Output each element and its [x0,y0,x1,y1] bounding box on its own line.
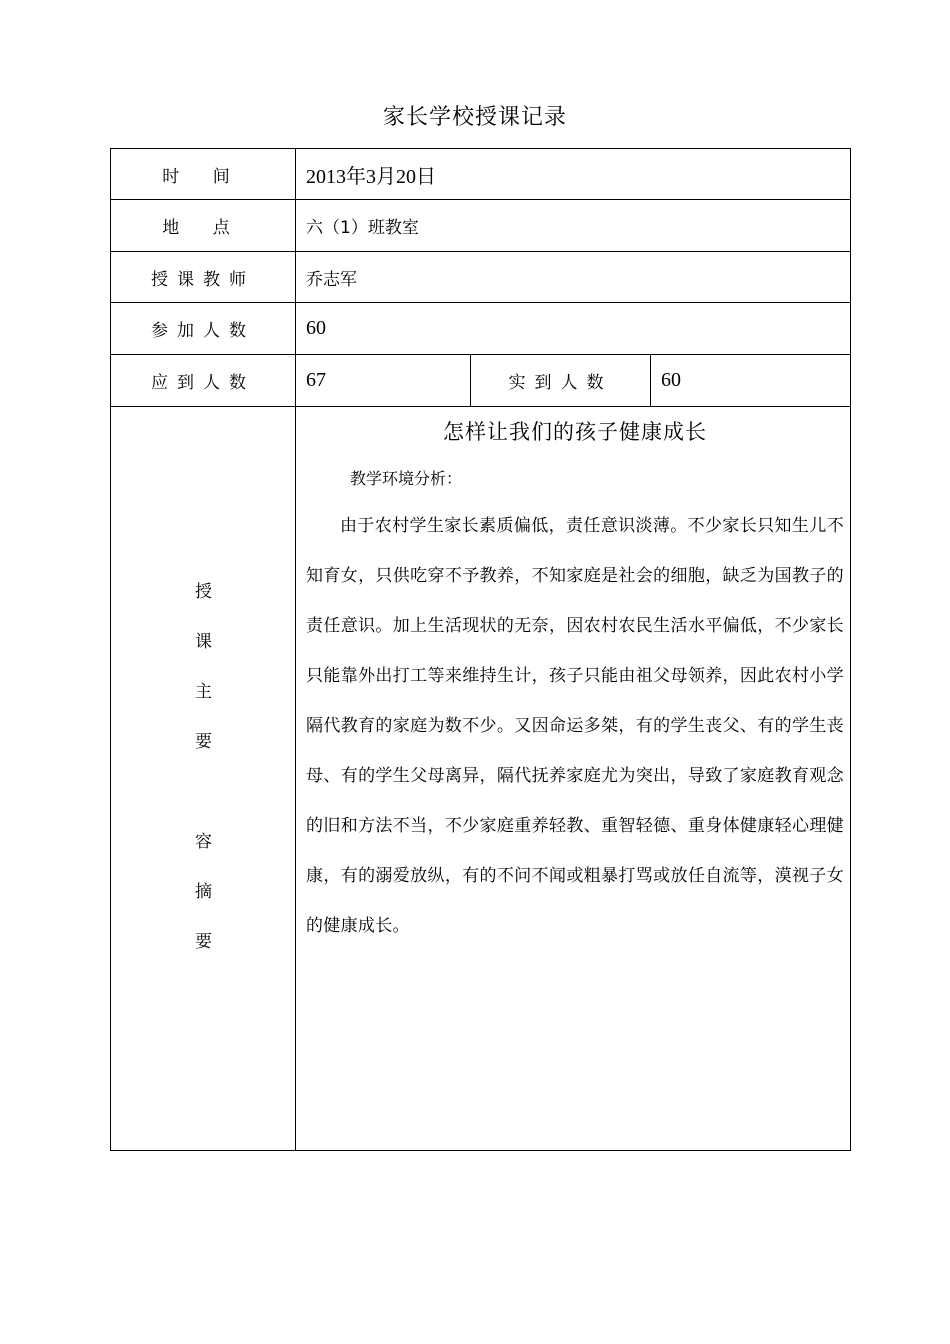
participants-value: 60 [296,303,851,355]
summary-content-cell [296,407,851,1151]
side-char: 主 [195,682,212,702]
place-value: 六（1）班教室 [296,200,851,252]
side-char: 课 [195,632,212,652]
teacher-row [111,252,851,303]
participants-row [111,303,851,355]
side-char: 容 [195,832,212,852]
summary-side-label [111,567,296,967]
time-label: 时 间 [111,149,296,200]
summary-row [111,407,851,1151]
place-label: 地 点 [111,200,296,252]
lesson-heading: 怎样让我们的孩子健康成长 [443,420,707,444]
teacher-value: 乔志军 [296,252,851,303]
time-row [111,149,851,200]
section-label: 教学环境分析： [350,469,463,488]
time-value: 2013年3月20日 [296,149,851,200]
page-title: 家长学校授课记录 [382,105,567,130]
summary-paragraph: 由于农村学生家长素质偏低，责任意识淡薄。不少家长只知生儿不知育女，只供吃穿不予教养，不知家庭是社会的细胞，缺乏为国教子的责任意识。加上生活现状的无奈，因农村农民生活水平偏低，不少家长只能靠外出打工等来维持生计，孩子只能由祖父母领养，因此农村小学隔代教育的家庭为数不少。又因命运多桀，有的学生丧父、有的学生丧母、有的学生父母离异，隔代抚养家庭尤为突出，导致了家庭教育观念的旧和方法不当，不少家庭重养轻教、重智轻德、重身体健康轻心理健康，有的溺爱放纵，有的不问不闻或粗暴打骂或放任自流等，漠视子女的健康成长。 [306,516,844,936]
expected-label: 应到人数 [111,355,296,407]
side-char: 摘 [195,882,212,902]
record-table [110,148,851,1151]
side-char: 授 [195,582,212,602]
place-row [111,200,851,252]
summary-label-cell [111,407,296,1151]
participants-label: 参加人数 [111,303,296,355]
side-char: 要 [195,932,212,952]
side-char: 要 [195,732,212,752]
actual-value: 60 [651,355,851,407]
actual-label: 实到人数 [471,355,651,407]
attendance-row [111,355,851,407]
teacher-label: 授课教师 [111,252,296,303]
expected-value: 67 [296,355,471,407]
